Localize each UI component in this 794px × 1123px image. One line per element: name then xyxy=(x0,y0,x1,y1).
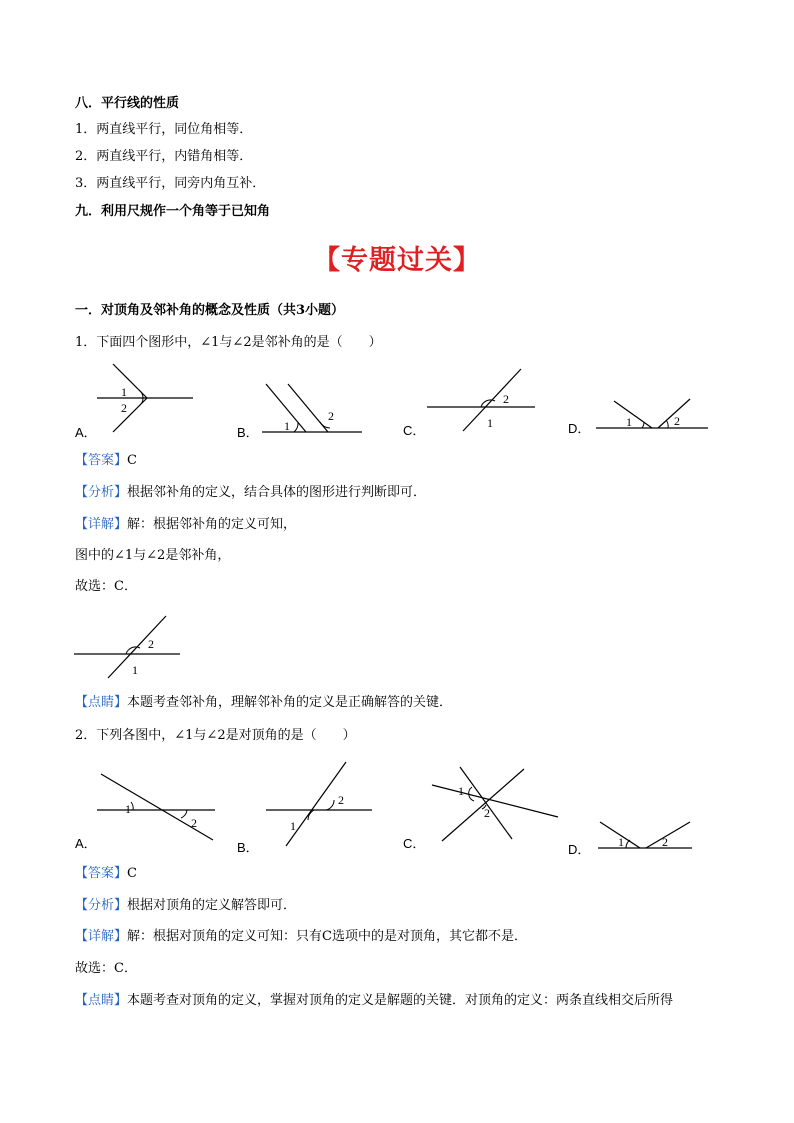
q1-point: 【点睛】本题考查邻补角，理解邻补角的定义是正确解答的关键． xyxy=(75,695,453,710)
svg-text:1: 1 xyxy=(125,802,131,816)
section-heading-construction: 九．利用尺规作一个角等于已知角 xyxy=(75,204,271,219)
q1-option-b: B． xyxy=(237,425,259,440)
q2-analysis: 【分析】根据对顶角的定义解答即可． xyxy=(75,898,297,913)
q2-figure-c xyxy=(428,765,563,845)
question-2-stem: 2．下列各图中，∠1与∠2是对顶角的是（ ） xyxy=(75,728,356,743)
q2-figure-d xyxy=(596,818,696,854)
q1-detail-line-2: 图中的∠1与∠2是邻补角， xyxy=(75,548,231,563)
angle-label: 2 xyxy=(121,401,127,415)
property-item: 3．两直线平行，同旁内角互补． xyxy=(75,176,266,191)
q1-figure-c xyxy=(425,365,540,435)
q1-option-d: D． xyxy=(568,421,591,436)
q1-option-a: A． xyxy=(75,425,97,440)
svg-text:2: 2 xyxy=(338,793,344,807)
q1-figure-d xyxy=(594,395,714,435)
q2-point: 【点睛】本题考查对顶角的定义，掌握对顶角的定义是解题的关键．对顶角的定义：两条直线相交后所得 xyxy=(75,993,674,1008)
property-item: 1．两直线平行，同位角相等． xyxy=(75,122,253,137)
svg-text:2: 2 xyxy=(484,806,490,820)
q1-figure-b xyxy=(260,380,370,440)
svg-text:2: 2 xyxy=(503,392,509,406)
q2-answer: 【答案】C xyxy=(75,866,137,881)
angle-label: 1 xyxy=(121,385,127,399)
q2-option-a: A． xyxy=(75,836,97,851)
question-1-stem: 1．下面四个图形中，∠1与∠2是邻补角的是（ ） xyxy=(75,335,382,350)
q1-figure-a xyxy=(95,360,205,440)
q2-detail: 【详解】解：根据对顶角的定义可知：只有C选项中的是对顶角，其它都不是． xyxy=(75,929,527,944)
property-item: 2．两直线平行，内错角相等． xyxy=(75,149,253,164)
svg-text:2: 2 xyxy=(662,835,668,849)
q1-choose: 故选：C． xyxy=(75,579,137,594)
q1-answer: 【答案】C xyxy=(75,453,137,468)
q2-choose: 故选：C． xyxy=(75,961,137,976)
q2-figure-b xyxy=(264,760,379,850)
svg-text:2: 2 xyxy=(191,816,197,830)
q1-analysis: 【分析】根据邻补角的定义，结合具体的图形进行判断即可． xyxy=(75,485,427,500)
svg-text:1: 1 xyxy=(487,416,493,430)
q2-option-b: B． xyxy=(237,840,259,855)
svg-text:2: 2 xyxy=(148,637,154,651)
svg-text:2: 2 xyxy=(674,414,680,428)
section-heading-parallel: 八．平行线的性质 xyxy=(75,96,180,111)
svg-text:2: 2 xyxy=(328,409,334,423)
page-title: 【专题过关】 xyxy=(313,245,481,276)
q2-option-c: C． xyxy=(403,836,426,851)
q2-option-d: D． xyxy=(568,842,591,857)
part-heading: 一．对顶角及邻补角的概念及性质（共3小题） xyxy=(75,303,345,318)
svg-text:1: 1 xyxy=(618,835,624,849)
q1-option-c: C． xyxy=(403,423,426,438)
svg-text:1: 1 xyxy=(458,784,464,798)
q1-explanation-figure xyxy=(72,612,187,678)
svg-text:1: 1 xyxy=(284,419,290,433)
q2-figure-a xyxy=(95,770,220,845)
svg-text:1: 1 xyxy=(132,663,138,677)
svg-text:1: 1 xyxy=(626,415,632,429)
q1-detail: 【详解】解：根据邻补角的定义可知， xyxy=(75,517,297,532)
svg-text:1: 1 xyxy=(290,819,296,833)
